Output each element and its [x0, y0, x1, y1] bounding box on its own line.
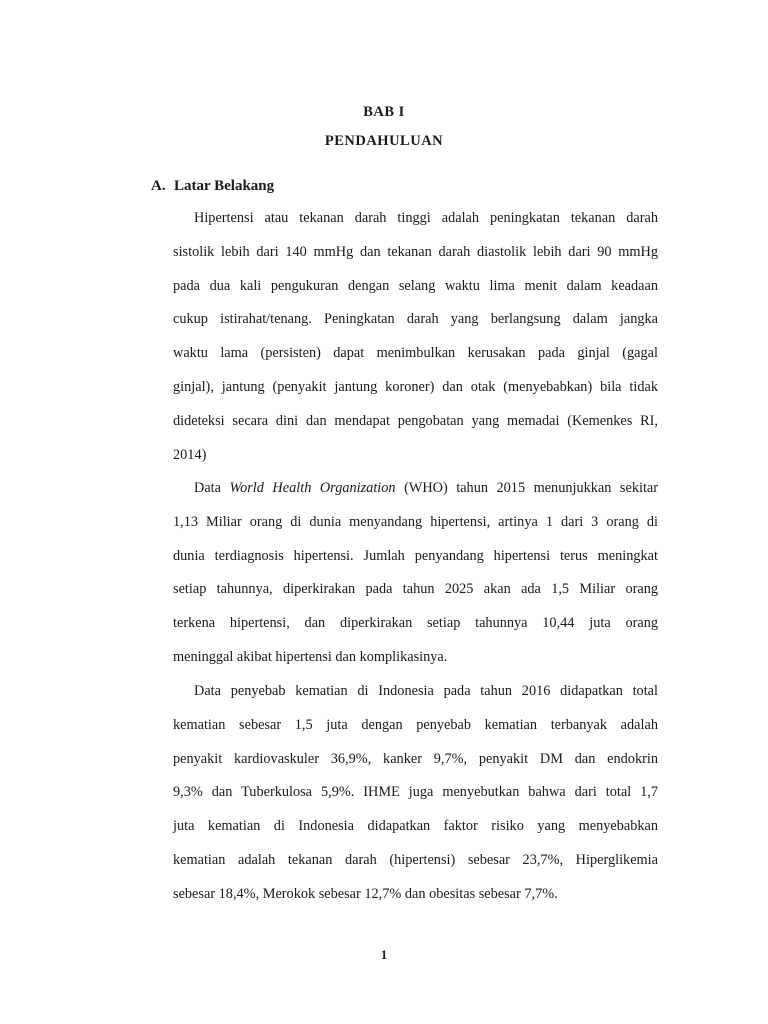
text-line: setiap tahunnya, diperkirakan pada tahun 2025 akan ada 1,5 Miliar orang — [173, 581, 658, 598]
section-title: Latar Belakang — [174, 178, 275, 194]
text-line: pada dua kali pengukuran dengan selang waktu lima menit dalam keadaan — [173, 277, 658, 294]
text-line: Data penyebab kematian di Indonesia pada tahun 2016 didapatkan total — [194, 683, 658, 699]
text-line: sistolik lebih dari 140 mmHg dan tekanan darah diastolik lebih dari 90 mmHg — [173, 243, 658, 260]
text-line: dideteksi secara dini dan mendapat pengobatan yang memadai (Kemenkes RI, — [173, 412, 658, 429]
page-number: 1 — [380, 947, 388, 962]
text-line: terkena hipertensi, dan diperkirakan setiap tahunnya 10,44 juta orang — [173, 615, 658, 632]
text-line: dunia terdiagnosis hipertensi. Jumlah penyandang hipertensi terus meningkat — [173, 547, 658, 564]
text-run: (WHO) tahun 2015 menunjukkan sekitar — [395, 480, 659, 496]
text-line: 9,3% dan Tuberkulosa 5,9%. IHME juga menyebutkan bahwa dari total 1,7 — [173, 784, 658, 801]
text-line: ginjal), jantung (penyakit jantung koroner) dan otak (menyebabkan) bila tidak — [173, 378, 658, 395]
text-line: cukup istirahat/tenang. Peningkatan darah yang berlangsung dalam jangka — [173, 311, 658, 328]
text-line — [173, 472, 658, 506]
text-line: 1,13 Miliar orang di dunia menyandang hipertensi, artinya 1 dari 3 orang di — [173, 513, 658, 530]
text-line: penyakit kardiovaskuler 36,9%, kanker 9,7%, penyakit DM dan endokrin — [173, 750, 658, 767]
paragraph-3 — [173, 675, 658, 912]
text-line: waktu lama (persisten) dapat menimbulkan kerusakan pada ginjal (gagal — [173, 345, 658, 362]
text-line: meninggal akibat hipertensi dan komplikasinya. — [173, 648, 448, 665]
text-line: Hipertensi atau tekanan darah tinggi adalah peningkatan tekanan darah — [194, 210, 658, 226]
chapter-title: PENDAHULUAN — [324, 133, 444, 149]
chapter-label: BAB I — [363, 104, 405, 120]
section-number: A. — [151, 178, 166, 194]
paragraph-2 — [173, 472, 658, 675]
text-line: kematian sebesar 1,5 juta dengan penyebab kematian terbanyak adalah — [173, 716, 658, 733]
section-heading — [151, 178, 274, 195]
text-line: sebesar 18,4%, Merokok sebesar 12,7% dan obesitas sebesar 7,7%. — [173, 885, 558, 902]
paragraph-1 — [173, 202, 658, 472]
text-run: Data — [194, 480, 230, 496]
organization-name: World Health Organization — [229, 480, 396, 496]
text-line: kematian adalah tekanan darah (hipertensi) sebesar 23,7%, Hiperglikemia — [173, 851, 658, 868]
text-line: juta kematian di Indonesia didapatkan faktor risiko yang menyebabkan — [173, 818, 658, 835]
text-line: 2014) — [173, 446, 207, 463]
